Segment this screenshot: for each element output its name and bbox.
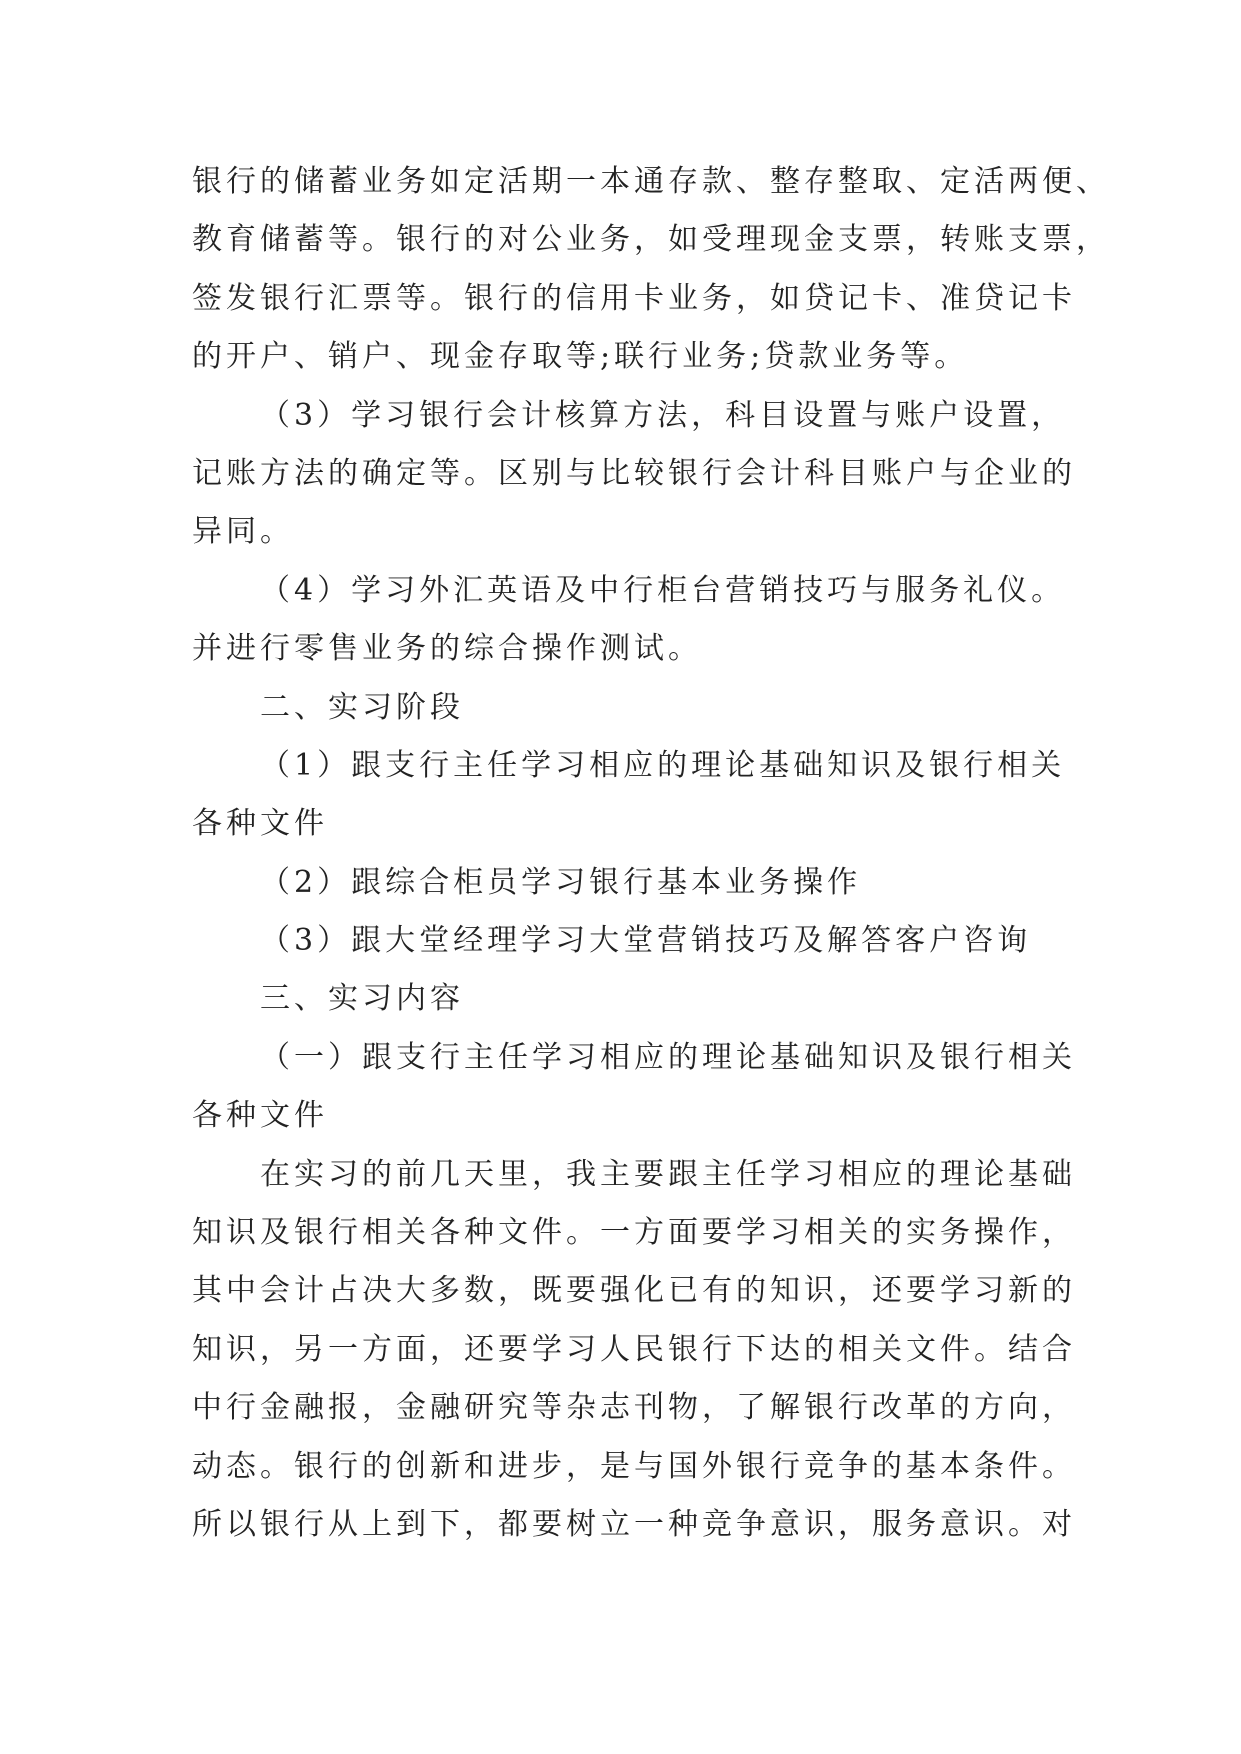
text-line: （2）跟综合柜员学习银行基本业务操作 [260, 864, 862, 900]
text-line: （一）跟支行主任学习相应的理论基础知识及银行相关 [260, 1039, 1076, 1075]
text-line: （3）学习银行会计核算方法，科目设置与账户设置， [260, 397, 1066, 433]
text-line: 在实习的前几天里，我主要跟主任学习相应的理论基础 [260, 1156, 1076, 1192]
text-line: （4）学习外汇英语及中行柜台营销技巧与服务礼仪。 [260, 572, 1066, 608]
body-text [192, 153, 1110, 1554]
text-line: 教育储蓄等。银行的对公业务，如受理现金支票，转账支票， [192, 222, 1110, 258]
text-line: 中行金融报，金融研究等杂志刊物，了解银行改革的方向， [192, 1390, 1076, 1426]
text-line: 各种文件 [192, 806, 328, 842]
text-line: 签发银行汇票等。银行的信用卡业务，如贷记卡、准贷记卡 [192, 280, 1076, 316]
text-line: 所以银行从上到下，都要树立一种竞争意识，服务意识。对 [192, 1506, 1076, 1542]
text-line: 二、实习阶段 [260, 689, 464, 725]
text-line: 银行的储蓄业务如定活期一本通存款、整存整取、定活两便、 [192, 164, 1110, 199]
text-line: 动态。银行的创新和进步，是与国外银行竞争的基本条件。 [192, 1448, 1076, 1484]
text-line: 并进行零售业务的综合操作测试。 [192, 631, 702, 667]
text-line: 异同。 [192, 514, 294, 550]
text-line: 各种文件 [192, 1098, 328, 1134]
text-line: 知识及银行相关各种文件。一方面要学习相关的实务操作， [192, 1215, 1076, 1251]
text-line: （3）跟大堂经理学习大堂营销技巧及解答客户咨询 [260, 923, 1032, 959]
text-line: 三、实习内容 [260, 981, 464, 1017]
text-line: 知识，另一方面，还要学习人民银行下达的相关文件。结合 [192, 1331, 1076, 1367]
text-line: 记账方法的确定等。区别与比较银行会计科目账户与企业的 [192, 455, 1076, 491]
text-line: 其中会计占决大多数，既要强化已有的知识，还要学习新的 [192, 1273, 1076, 1309]
text-line: 的开户、销户、现金存取等;联行业务;贷款业务等。 [192, 339, 969, 375]
text-line: （1）跟支行主任学习相应的理论基础知识及银行相关 [260, 747, 1066, 783]
